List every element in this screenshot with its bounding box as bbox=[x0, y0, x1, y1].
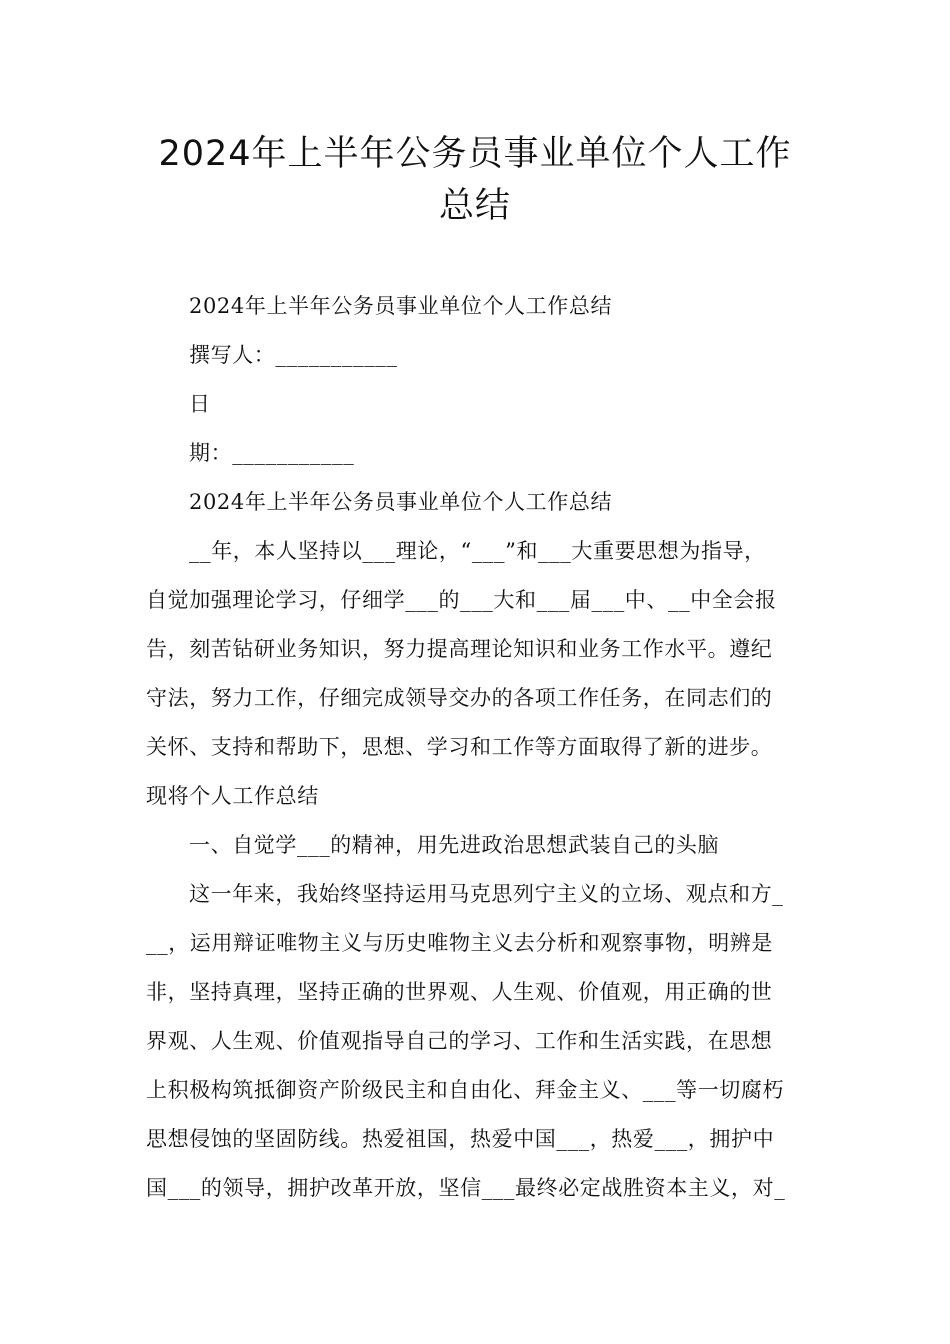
paragraph-1-line-6: 现将个人工作总结 bbox=[146, 784, 319, 808]
paragraph-1-line-2: 自觉加强理论学习，仔细学___的___大和___届___中、__中全会报 bbox=[146, 588, 777, 612]
document-body bbox=[146, 282, 810, 1213]
paragraph-1-line-5: 关怀、支持和帮助下，思想、学习和工作等方面取得了新的进步。 bbox=[146, 735, 773, 759]
title-line-1: 2024年上半年公务员事业单位个人工作 bbox=[158, 134, 792, 174]
subtitle-line: 2024年上半年公务员事业单位个人工作总结 bbox=[189, 294, 613, 318]
paragraph-2-line-5: 上积极构筑抵御资产阶级民主和自由化、拜金主义、___等一切腐朽 bbox=[146, 1078, 785, 1102]
paragraph-1-line-3: 告，刻苦钻研业务知识，努力提高理论知识和业务工作水平。遵纪 bbox=[146, 637, 773, 661]
paragraph-2-line-3: 非，坚持真理，坚持正确的世界观、人生观、价值观，用正确的世 bbox=[146, 980, 773, 1004]
paragraph-1-line-1: __年，本人坚持以___理论，“___”和___大重要思想为指导， bbox=[189, 539, 766, 563]
heading-one: 一、自觉学___的精神，用先进政治思想武装自己的头脑 bbox=[189, 833, 720, 857]
date-label-part-1: 日 bbox=[189, 392, 211, 416]
paragraph-1-line-4: 守法，努力工作，仔细完成领导交办的各项工作任务，在同志们的 bbox=[146, 686, 773, 710]
document-title bbox=[130, 128, 820, 232]
title-line-2: 总结 bbox=[438, 186, 511, 226]
section-heading: 2024年上半年公务员事业单位个人工作总结 bbox=[189, 490, 613, 514]
paragraph-2-line-1: 这一年来，我始终坚持运用马克思列宁主义的立场、观点和方_ bbox=[189, 882, 784, 906]
author-field: 撰写人：___________ bbox=[189, 343, 398, 367]
paragraph-2-line-7: 国___的领导，拥护改革开放，坚信___最终必定战胜资本主义，对_ bbox=[146, 1176, 786, 1200]
paragraph-2-line-2: __，运用辩证唯物主义与历史唯物主义去分析和观察事物，明辨是 bbox=[146, 931, 773, 955]
paragraph-2-line-4: 界观、人生观、价值观指导自己的学习、工作和生活实践，在思想 bbox=[146, 1029, 773, 1053]
date-field: 期：___________ bbox=[189, 441, 355, 465]
paragraph-2-line-6: 思想侵蚀的坚固防线。热爱祖国，热爱中国___，热爱___，拥护中 bbox=[146, 1127, 775, 1151]
